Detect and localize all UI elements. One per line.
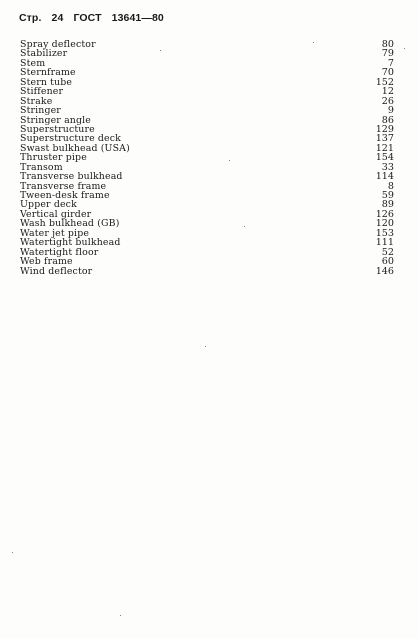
list-item [20,40,394,49]
index-term: Stiffener [20,86,64,98]
index-term: Stringer [20,105,61,117]
list-item [20,153,394,162]
page-label: Стр. [19,12,42,24]
scan-speck [404,48,405,49]
list-item [20,59,394,68]
index-number: 153 [375,227,394,239]
list-item [20,78,394,87]
index-term: Stern tube [20,76,73,88]
index-number: 12 [381,86,394,98]
index-term: Superstructure deck [20,133,121,145]
index-number: 59 [381,190,394,201]
index-term: Transverse bulkhead [20,171,123,183]
page-number: 24 [51,12,64,24]
list-item [20,248,394,257]
list-item [20,97,394,106]
index-term: Tween-desk frame [20,190,110,201]
scan-speck [120,615,121,616]
index-number: 79 [381,48,394,60]
index-number: 114 [375,171,394,183]
index-number: 33 [381,161,394,173]
index-term: Watertight bulkhead [20,237,121,249]
index-term: Stringer angle [20,114,91,126]
index-number: 152 [375,76,394,88]
index-number: 8 [387,180,394,192]
index-term: Swast bulkhead (USA) [20,142,130,154]
index-term: Transverse frame [20,180,107,192]
index-term: Superstructure [20,123,95,135]
standard-code: 13641—80 [111,12,164,24]
scan-speck [12,552,13,553]
list-item [20,68,394,77]
index-term: Spray deflector [20,39,96,50]
index-number: 137 [375,133,394,145]
index-number: 111 [375,237,394,249]
page-header [19,12,164,24]
index-number: 121 [375,142,394,154]
scan-speck [205,346,206,347]
index-term: Strake [20,95,53,107]
index-term: Watertight floor [20,246,99,258]
index-number: 7 [387,57,394,69]
index-term: Web frame [20,256,73,268]
index-term: Transom [20,161,63,173]
index-number: 52 [381,246,394,258]
index-list [20,40,394,276]
list-item [20,87,394,96]
index-number: 129 [375,123,394,135]
index-term: Vertical girder [20,208,92,220]
index-term: Stem [20,57,46,69]
index-term: Water jet pipe [20,227,90,239]
index-number: 80 [381,39,394,50]
index-term: Sternframe [20,67,76,79]
index-term: Upper deck [20,199,77,211]
index-number: 60 [381,256,394,268]
list-item [20,49,394,58]
index-number: 70 [381,67,394,79]
index-number: 120 [375,218,394,230]
list-item [20,267,394,276]
index-number: 86 [381,114,394,126]
index-term: Wash bulkhead (GB) [20,218,120,230]
index-number: 146 [375,265,394,277]
index-number: 154 [375,152,394,164]
standard-label: ГОСТ [73,12,102,24]
index-number: 126 [375,208,394,220]
index-term: Stabilizer [20,48,68,60]
index-term: Thruster pipe [20,152,87,164]
index-number: 26 [381,95,394,107]
index-number: 9 [387,105,394,117]
index-term: Wind deflector [20,265,93,277]
index-number: 89 [381,199,394,211]
